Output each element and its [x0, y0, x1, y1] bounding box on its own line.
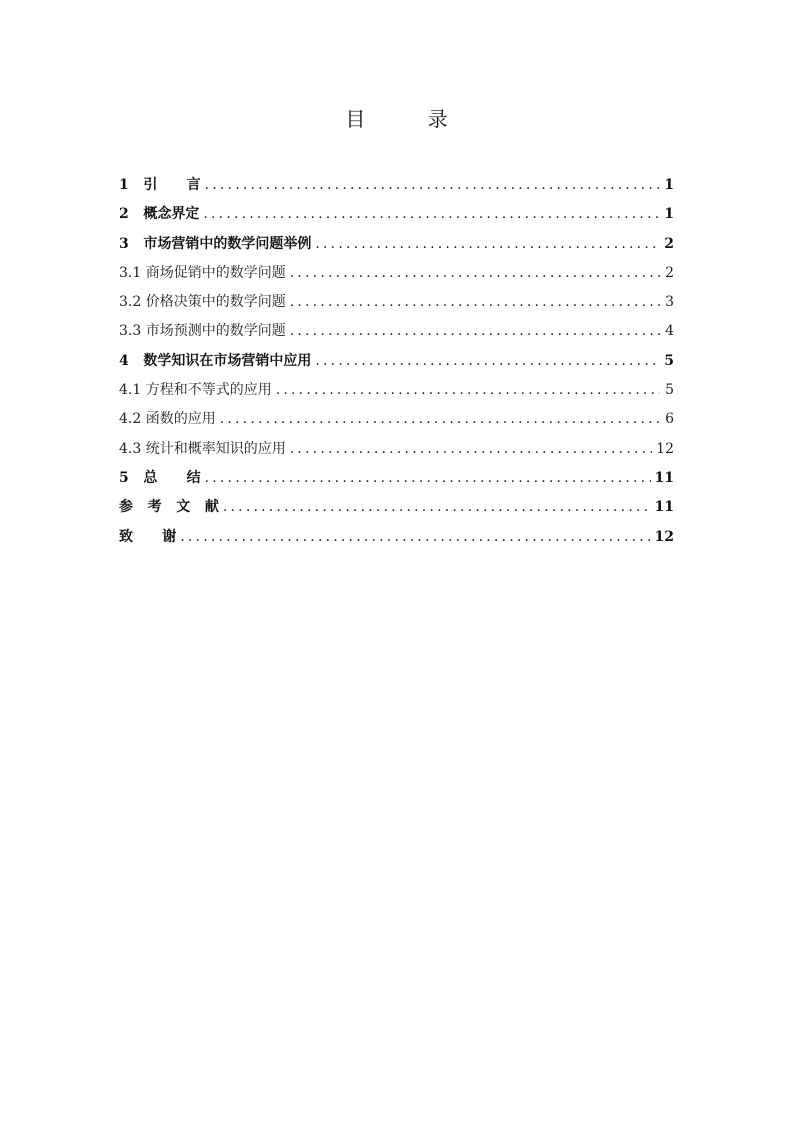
toc-entry[interactable]	[119, 230, 674, 259]
toc-entry-page: 2	[665, 264, 674, 281]
dot-leader	[290, 435, 652, 464]
toc-entry-page: 5	[665, 382, 674, 399]
toc-entry[interactable]	[119, 523, 674, 552]
toc-entry-label: 4 数学知识在市场营销中应用	[119, 352, 312, 369]
toc-entry-label: 1 引 言	[119, 177, 201, 193]
toc-entry-page: 2	[664, 235, 674, 252]
dot-leader	[276, 376, 660, 405]
toc-entry-label: 参 考 文 献	[119, 499, 219, 516]
toc-entry[interactable]	[119, 435, 674, 464]
toc-entry[interactable]	[119, 493, 674, 522]
dot-leader	[290, 288, 660, 317]
toc-entry-page: 4	[665, 323, 674, 340]
dot-leader	[290, 317, 660, 346]
toc-entry-page: 3	[665, 294, 674, 311]
dot-leader	[180, 523, 650, 552]
toc-entry[interactable]	[119, 288, 674, 317]
toc-entry-page: 1	[664, 177, 674, 193]
dot-leader	[205, 171, 660, 200]
toc-entry[interactable]	[119, 376, 674, 405]
toc-entry-label: 3.1 商场促销中的数学问题	[119, 264, 286, 281]
toc-entry-page: 11	[654, 499, 674, 516]
toc-entry-label: 2 概念界定	[119, 206, 200, 223]
toc-entry[interactable]	[119, 347, 674, 376]
toc-entry-label: 4.3 统计和概率知识的应用	[119, 440, 286, 457]
toc-entry-label: 4.2 函数的应用	[119, 411, 216, 428]
table-of-contents	[119, 171, 674, 552]
toc-entry[interactable]	[119, 317, 674, 346]
toc-entry-label: 3 市场营销中的数学问题举例	[119, 235, 312, 252]
dot-leader	[220, 405, 660, 434]
toc-entry-label: 4.1 方程和不等式的应用	[119, 382, 272, 399]
toc-entry-label: 3.3 市场预测中的数学问题	[119, 323, 286, 340]
toc-entry[interactable]	[119, 464, 674, 493]
dot-leader	[205, 464, 651, 493]
dot-leader	[315, 347, 660, 376]
toc-entry-page: 6	[665, 411, 674, 428]
toc-entry-label: 5 总 结	[119, 469, 201, 486]
dot-leader	[315, 230, 660, 259]
toc-entry-page: 12	[656, 440, 674, 457]
toc-entry-page: 12	[654, 528, 674, 545]
toc-entry[interactable]	[119, 405, 674, 434]
page-title: 目 录	[345, 107, 476, 131]
toc-entry-label: 致 谢	[119, 528, 177, 545]
toc-entry[interactable]	[119, 171, 674, 200]
toc-entry-page: 11	[654, 469, 674, 486]
dot-leader	[290, 259, 660, 288]
toc-entry-label: 3.2 价格决策中的数学问题	[119, 294, 286, 311]
toc-entry-page: 5	[664, 352, 674, 369]
toc-entry-page: 1	[664, 206, 674, 223]
dot-leader	[203, 200, 660, 229]
toc-entry[interactable]	[119, 200, 674, 229]
dot-leader	[223, 493, 651, 522]
toc-entry[interactable]	[119, 259, 674, 288]
